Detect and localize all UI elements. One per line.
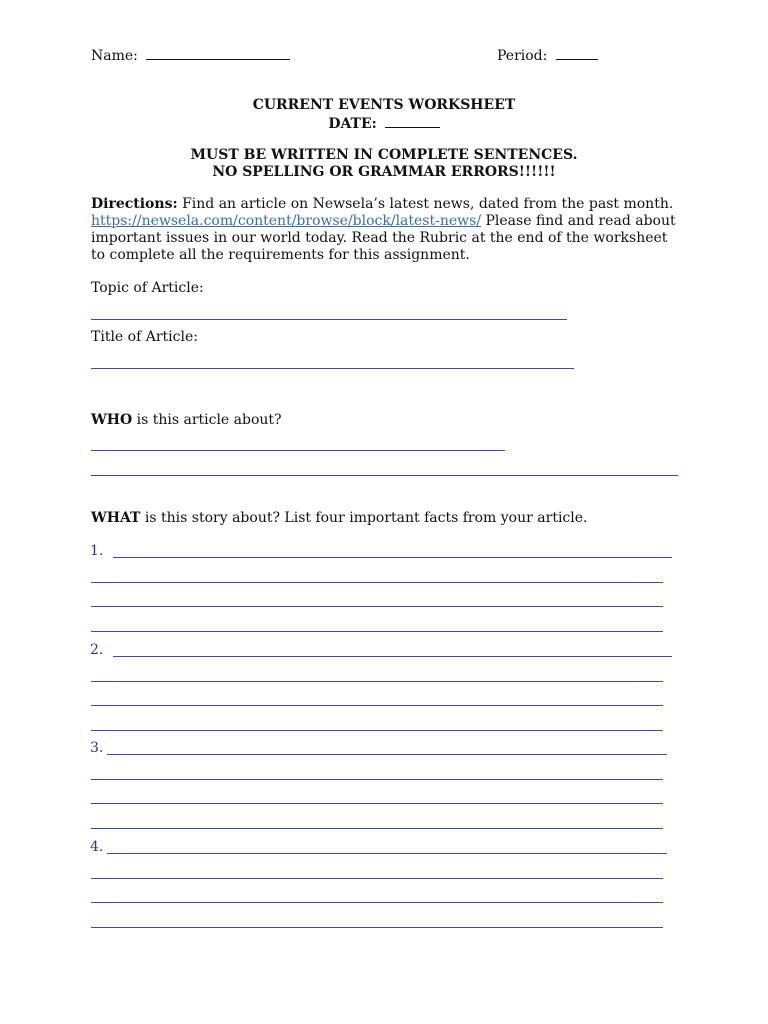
directions-text-2: Please find and read about important issues in our world today. Read the Rubric at the end of the worksheet to complete all the requirements for this assignment. bbox=[91, 213, 676, 263]
fact-1-line-4[interactable] bbox=[91, 631, 663, 632]
fact-number-2: 2. bbox=[90, 642, 104, 658]
fact-number-3: 3. bbox=[90, 740, 104, 756]
fact-4-line-4[interactable] bbox=[91, 927, 663, 928]
directions-paragraph bbox=[91, 196, 681, 264]
period-row bbox=[497, 46, 598, 65]
fact-1-line-1[interactable] bbox=[113, 557, 672, 558]
who-answer-line-2[interactable] bbox=[91, 475, 678, 476]
fact-2-line-3[interactable] bbox=[91, 705, 663, 706]
what-question bbox=[91, 510, 587, 527]
date-row bbox=[0, 114, 768, 133]
what-text: is this story about? List four important facts from your article. bbox=[140, 510, 588, 526]
fact-2-line-2[interactable] bbox=[91, 681, 663, 682]
name-row bbox=[91, 46, 290, 65]
fact-4-line-3[interactable] bbox=[91, 902, 663, 903]
fact-2-line-1[interactable] bbox=[113, 656, 672, 657]
article-title-answer-line[interactable] bbox=[91, 368, 574, 369]
who-question bbox=[91, 412, 282, 429]
name-field[interactable] bbox=[146, 46, 290, 60]
fact-1-line-2[interactable] bbox=[91, 582, 663, 583]
directions-text-1: Find an article on Newsela’s latest news, dated from the past month. bbox=[177, 196, 674, 212]
date-field[interactable] bbox=[385, 114, 440, 128]
article-title-label: Title of Article: bbox=[91, 329, 198, 345]
who-label: WHO bbox=[91, 412, 133, 428]
directions-label: Directions: bbox=[91, 196, 178, 212]
what-label: WHAT bbox=[91, 510, 141, 526]
fact-3-line-3[interactable] bbox=[91, 803, 663, 804]
rule-complete-sentences: MUST BE WRITTEN IN COMPLETE SENTENCES. bbox=[190, 147, 578, 163]
topic-answer-line[interactable] bbox=[91, 319, 567, 320]
fact-1-line-3[interactable] bbox=[91, 606, 663, 607]
date-label: DATE: bbox=[328, 116, 377, 132]
who-text: is this article about? bbox=[132, 412, 282, 428]
fact-number-1: 1. bbox=[90, 543, 104, 559]
period-label: Period: bbox=[497, 48, 548, 64]
fact-2-line-4[interactable] bbox=[91, 730, 663, 731]
fact-number-4: 4. bbox=[90, 839, 104, 855]
rule-no-errors: NO SPELLING OR GRAMMAR ERRORS!!!!!! bbox=[212, 164, 556, 180]
name-label: Name: bbox=[91, 48, 138, 64]
topic-label: Topic of Article: bbox=[91, 280, 204, 296]
fact-3-line-4[interactable] bbox=[91, 828, 663, 829]
who-answer-line-1[interactable] bbox=[91, 450, 505, 451]
period-field[interactable] bbox=[556, 46, 598, 60]
fact-3-line-1[interactable] bbox=[107, 754, 667, 755]
fact-3-line-2[interactable] bbox=[91, 779, 663, 780]
newsela-link[interactable]: https://newsela.com/content/browse/block/latest-news/ bbox=[91, 213, 482, 229]
fact-4-line-1[interactable] bbox=[107, 853, 667, 854]
worksheet-title: CURRENT EVENTS WORKSHEET bbox=[252, 97, 516, 113]
fact-4-line-2[interactable] bbox=[91, 878, 663, 879]
